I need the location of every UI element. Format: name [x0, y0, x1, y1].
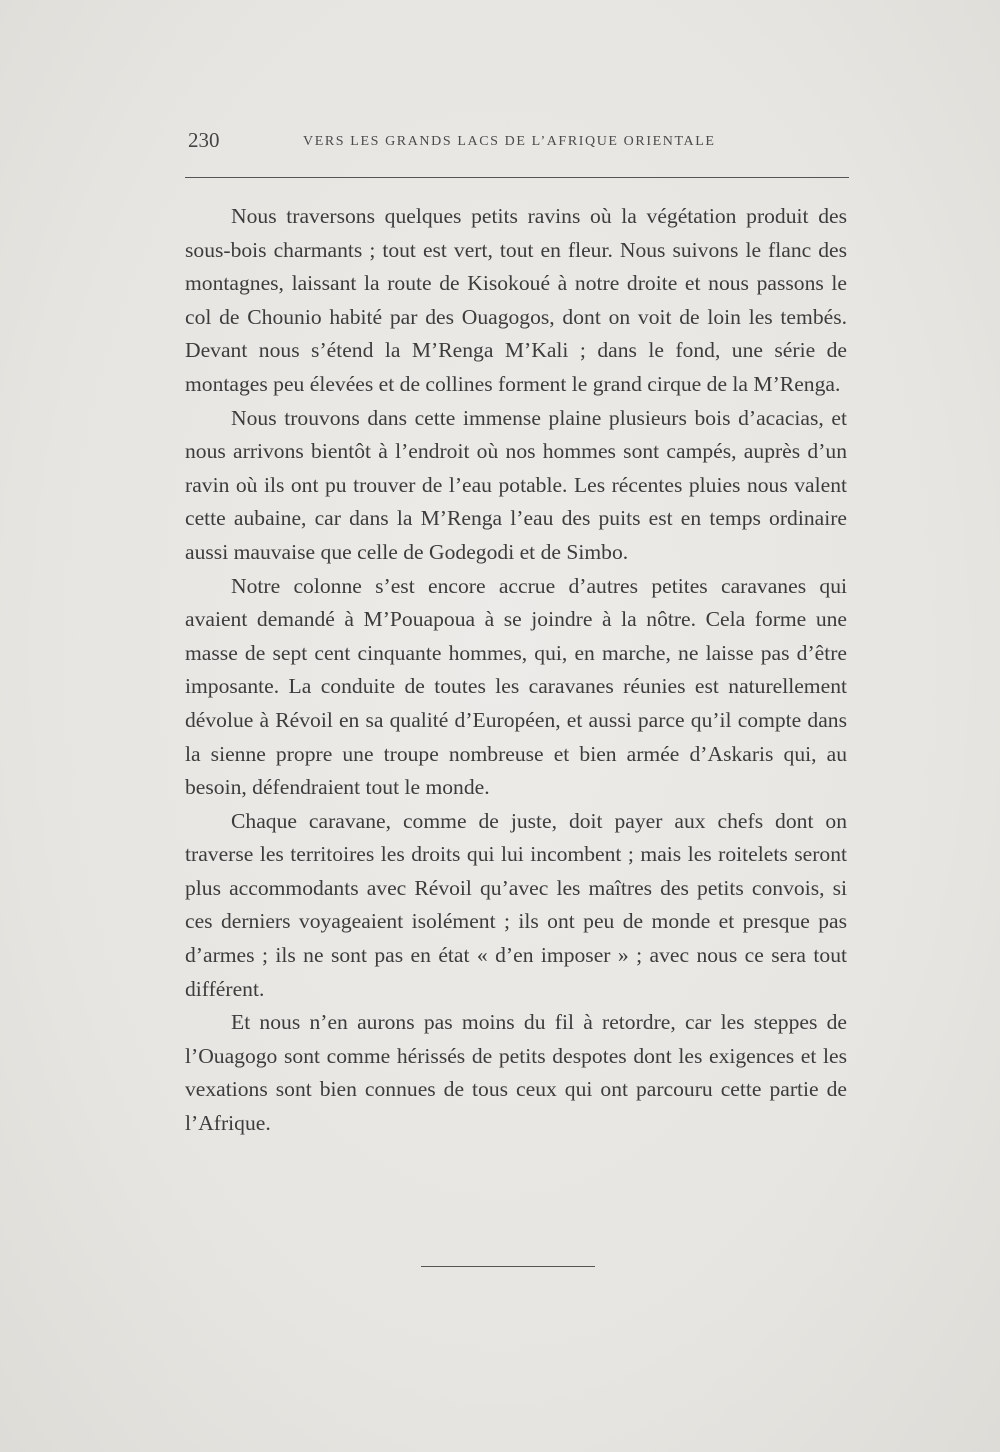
running-head: VERS LES GRANDS LACS DE L’AFRIQUE ORIENTALE	[303, 134, 716, 149]
end-rule	[421, 1266, 595, 1267]
page-number: 230	[188, 128, 220, 152]
paragraph: Chaque caravane, comme de juste, doit payer aux chefs dont on traverse les territoires les droits qui lui incombent ; mais les roitelets seront plus accommodants avec Révoil qu’avec les maîtres des petits convois, si ces derniers voyageaient isolément ; ils ont peu de monde et presque pas d’armes ; ils ne sont pas en état « d’en imposer » ; avec nous ce sera tout différent.	[185, 808, 847, 1001]
body-text	[185, 200, 847, 1141]
paragraph: Nous trouvons dans cette immense plaine plusieurs bois d’acacias, et nous arrivons bientôt à l’endroit où nos hommes sont campés, auprès d’un ravin où ils ont pu trouver de l’eau potable. Les récentes pluies nous valent cette aubaine, car dans la M’Renga l’eau des puits est en temps ordinaire aussi mauvaise que celle de Godegodi et de Simbo.	[185, 405, 847, 564]
paragraph: Nous traversons quelques petits ravins où la végétation produit des sous-bois charmants ; tout est vert, tout en fleur. Nous suivons le flanc des montagnes, laissant la route de Kisokoué à notre droite et nous passons le col de Chounio habité par des Ouagogos, dont on voit de loin les tembés. Devant nous s’étend la M’Renga M’Kali ; dans le fond, une série de montages peu élevées et de collines forment le grand cirque de la M’Renga.	[185, 204, 847, 396]
header-rule	[185, 177, 849, 178]
page-header	[185, 128, 850, 158]
paragraph: Et nous n’en aurons pas moins du fil à retordre, car les steppes de l’Ouagogo sont comme hérissés de petits despotes dont les exigences et les vexations sont bien connues de tous ceux qui ont parcouru cette partie de l’Afrique.	[185, 1010, 847, 1136]
paragraph: Notre colonne s’est encore accrue d’autres petites caravanes qui avaient demandé à M’Pouapoua à se joindre à la nôtre. Cela forme une masse de sept cent cinquante hommes, qui, en marche, ne laisse pas d’être imposante. La conduite de toutes les caravanes réunies est naturellement dévolue à Révoil en sa qualité d’Européen, et aussi parce qu’il compte dans la sienne propre une troupe nombreuse et bien armée d’Askaris qui, au besoin, défendraient tout le monde.	[185, 573, 847, 800]
